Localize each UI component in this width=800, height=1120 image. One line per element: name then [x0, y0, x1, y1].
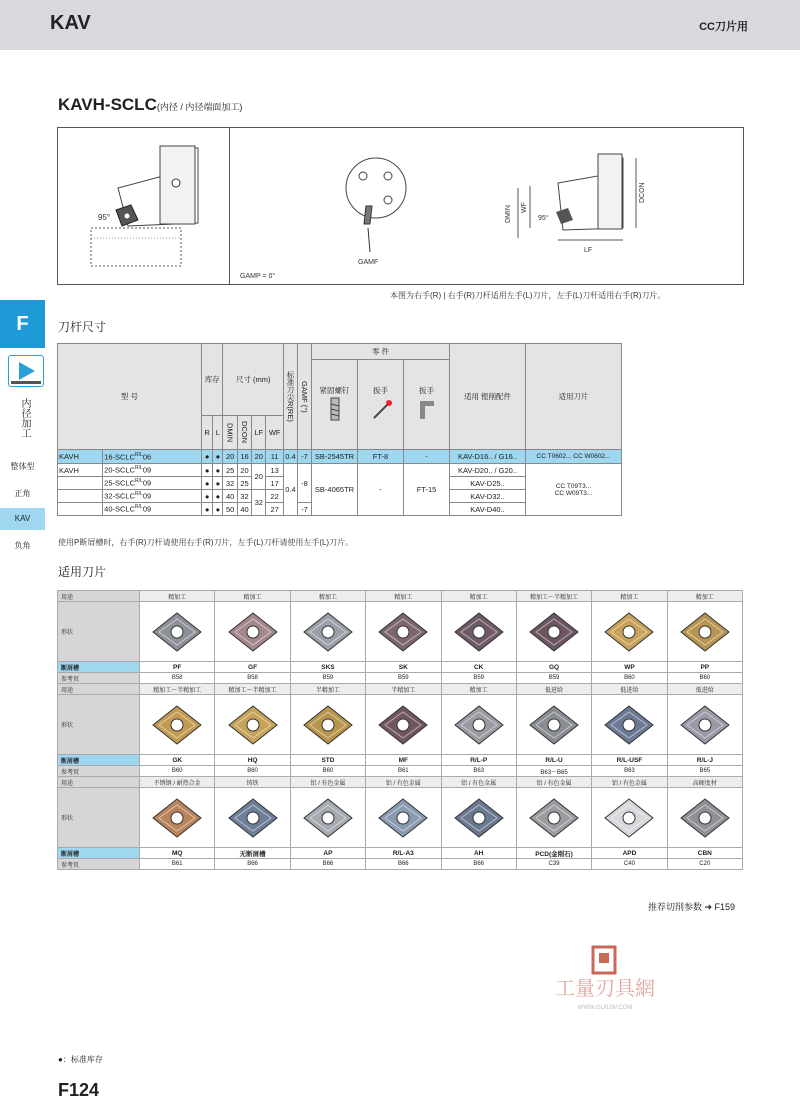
- row-label: 参考页: [58, 859, 140, 870]
- col-screw: [312, 360, 358, 450]
- insert-cell: [441, 788, 516, 848]
- wrench-t-icon: [368, 396, 394, 422]
- table-row: [58, 755, 743, 766]
- page-header: [0, 0, 800, 50]
- insert-cell: [140, 788, 215, 848]
- insert-ref-page: C40: [592, 859, 667, 870]
- insert-use: 铝 / 有色金属: [366, 777, 441, 788]
- insert-chipbreaker: MF: [366, 755, 441, 766]
- cell-r: ●: [201, 450, 212, 464]
- insert-ref-page: B66: [290, 859, 365, 870]
- insert-ref-page: B58: [215, 673, 290, 684]
- cell-lf: 32: [252, 490, 266, 516]
- insert-section-title: 适用刀片: [58, 565, 107, 579]
- insert-table: [57, 590, 743, 870]
- row-label: 形状: [58, 695, 140, 755]
- insert-chipbreaker: R/L-U: [516, 755, 591, 766]
- product-title: [58, 95, 242, 115]
- col-stock: 库存: [201, 344, 223, 416]
- watermark-url: WWW.GLRJW.COM: [577, 1005, 633, 1011]
- insert-ref-page: B61: [366, 766, 441, 777]
- insert-icon: [677, 795, 733, 841]
- col-sleeve: 适用 镗削配件: [450, 344, 526, 450]
- gamf-label: GAMF: [358, 259, 379, 266]
- insert-icon: [375, 702, 431, 748]
- insert-cell: [516, 602, 591, 662]
- insert-icon: [451, 702, 507, 748]
- insert-chipbreaker: APD: [592, 848, 667, 859]
- insert-ref-page: B60: [215, 766, 290, 777]
- table-row: [58, 591, 743, 602]
- cell-wf: 17: [266, 477, 284, 490]
- insert-icon: [677, 702, 733, 748]
- cell-wrench2: -: [404, 450, 450, 464]
- row-label: 参考页: [58, 673, 140, 684]
- insert-cell: [290, 602, 365, 662]
- watermark-title: 工量刃具網: [555, 976, 655, 1000]
- end-view-circle: [346, 158, 406, 218]
- table-row: [58, 450, 622, 464]
- insert-icon: [601, 609, 657, 655]
- cell-dcon: 16: [237, 450, 251, 464]
- holder-shank-right: [598, 154, 622, 229]
- insert-ref-page: B60: [290, 766, 365, 777]
- angle-95-left: 95°: [98, 213, 111, 222]
- cell-series: [58, 490, 103, 503]
- insert-chipbreaker: HQ: [215, 755, 290, 766]
- stock-legend: ●：标准库存: [58, 1055, 103, 1064]
- col-wrench2: [404, 360, 450, 450]
- insert-chipbreaker: AP: [290, 848, 365, 859]
- cell-dcon: 25: [237, 477, 251, 490]
- cell-series: [58, 477, 103, 490]
- side-nav-negative[interactable]: 负角: [14, 541, 31, 550]
- cell-sleeve: KAV-D25..: [450, 477, 526, 490]
- insert-ref-page: B63: [441, 766, 516, 777]
- product-subtitle: (内径 / 内径端面加工): [156, 102, 243, 112]
- cell-r: ●: [201, 477, 212, 490]
- row-label: 形状: [58, 788, 140, 848]
- insert-cell: [140, 602, 215, 662]
- cell-series: KAVH: [58, 450, 103, 464]
- holder-table: [57, 343, 622, 516]
- table-row: [58, 788, 743, 848]
- cell-dmin: 25: [223, 464, 237, 477]
- insert-cell: [441, 602, 516, 662]
- insert-cell: [441, 695, 516, 755]
- cell-dmin: 32: [223, 477, 237, 490]
- insert-use: 精加工: [290, 591, 365, 602]
- cell-lf: 20: [252, 450, 266, 464]
- insert-chipbreaker: R/L-A3: [366, 848, 441, 859]
- cell-wrench1: -: [358, 464, 404, 516]
- insert-cell: [290, 788, 365, 848]
- col-lf: LF: [252, 416, 266, 450]
- table-row: [58, 859, 743, 870]
- cell-dcon: 32: [237, 490, 251, 503]
- col-wf: WF: [266, 416, 284, 450]
- cell-l: ●: [213, 464, 223, 477]
- insert-chipbreaker: PF: [140, 662, 215, 673]
- cell-wrench1: FT-8: [358, 450, 404, 464]
- cell-series: [58, 503, 103, 516]
- cell-l: ●: [213, 450, 223, 464]
- holder-footnote: 使用P断屑槽时，右手(R)刀杆请使用右手(R)刀片，左手(L)刀杆请使用左手(L)刀片。: [58, 538, 354, 547]
- header-category: CC刀片用: [699, 21, 748, 33]
- insert-cell: [667, 788, 742, 848]
- cell-wf: 13: [266, 464, 284, 477]
- cell-screw: SB-2545TR: [312, 450, 358, 464]
- insert-chipbreaker: SK: [366, 662, 441, 673]
- insert-chipbreaker: GK: [140, 755, 215, 766]
- cell-insert: CC T0602... CC W0602...: [526, 450, 622, 464]
- insert-icon: [601, 702, 657, 748]
- page-number: F124: [58, 1080, 100, 1100]
- insert-ref-page: B60: [667, 673, 742, 684]
- insert-ref-page: B66: [215, 859, 290, 870]
- insert-icon: [225, 609, 281, 655]
- cell-r: ●: [201, 464, 212, 477]
- insert-cell: [592, 695, 667, 755]
- insert-use: 铝 / 有色金属: [592, 777, 667, 788]
- insert-chipbreaker: WP: [592, 662, 667, 673]
- cell-re: 0.4: [284, 450, 298, 464]
- cell-gamf: -7: [298, 450, 312, 464]
- table-row: [58, 673, 743, 684]
- insert-ref-page: C20: [667, 859, 742, 870]
- insert-cell: [366, 602, 441, 662]
- insert-use: 精加工: [592, 591, 667, 602]
- insert-use: 精加工: [215, 591, 290, 602]
- insert-use: 低进给: [667, 684, 742, 695]
- insert-chipbreaker: CK: [441, 662, 516, 673]
- side-nav-kav[interactable]: KAV: [0, 508, 45, 530]
- insert-icon: [375, 609, 431, 655]
- screw-icon: [326, 396, 344, 422]
- insert-use: 半精加工: [366, 684, 441, 695]
- row-label: 用途: [58, 684, 140, 695]
- end-view-hole-3: [384, 196, 392, 204]
- drawing-svg: [58, 128, 743, 284]
- insert-icon: [149, 609, 205, 655]
- insert-ref-page: B66: [366, 859, 441, 870]
- insert-cell: [516, 788, 591, 848]
- cell-re: 0.4: [284, 464, 298, 516]
- workpiece-shape: [91, 228, 181, 266]
- cell-l: ●: [213, 503, 223, 516]
- col-screw-label: 紧固螺钉: [319, 386, 350, 395]
- cell-model: $25-SCLC^{R/L}09$: [103, 477, 202, 490]
- table-row: [58, 766, 743, 777]
- col-re: 标准刀尖R(RE): [284, 344, 298, 450]
- insert-use: 精加工: [667, 591, 742, 602]
- gamf-line: [368, 228, 370, 252]
- col-insert: 适用刀片: [526, 344, 622, 450]
- insert-ref-page: C39: [516, 859, 591, 870]
- angle-95-right: 95°: [538, 215, 549, 222]
- side-nav-integral[interactable]: 整体型: [10, 462, 35, 471]
- col-r: R: [201, 416, 212, 450]
- insert-cell: [592, 602, 667, 662]
- insert-cell: [592, 788, 667, 848]
- insert-use: 铸铁: [215, 777, 290, 788]
- screw-left: [172, 179, 180, 187]
- lf-label: LF: [584, 247, 593, 254]
- insert-ref-page: B59: [441, 673, 516, 684]
- product-name: KAVH-SCLC: [58, 95, 157, 114]
- holder-section-title: 刀杆尺寸: [58, 320, 107, 334]
- cell-lf: 20: [252, 464, 266, 490]
- insert-ref-page: B65: [667, 766, 742, 777]
- insert-chipbreaker: PP: [667, 662, 742, 673]
- cell-dmin: 40: [223, 490, 237, 503]
- col-wrench2-label: 扳手: [419, 386, 434, 395]
- dmin-label: DMIN: [505, 205, 512, 223]
- gamp-label: GAMP = 0°: [240, 273, 276, 280]
- insert-icon: [149, 702, 205, 748]
- insert-hole-left: [125, 214, 130, 219]
- cell-insert: CC T09T3... CC W09T3...: [526, 464, 622, 516]
- cell-dmin: 20: [223, 450, 237, 464]
- end-view-insert: [364, 206, 372, 224]
- insert-icon: [451, 795, 507, 841]
- insert-chipbreaker: CBN: [667, 848, 742, 859]
- insert-chipbreaker: AH: [441, 848, 516, 859]
- insert-cell: [366, 788, 441, 848]
- wf-label: WF: [521, 202, 528, 213]
- watermark-logo: [535, 945, 675, 1015]
- col-dmin: DMIN: [223, 416, 237, 450]
- side-nav-positive[interactable]: 正角: [14, 489, 31, 498]
- insert-chipbreaker: STD: [290, 755, 365, 766]
- insert-icon: [149, 795, 205, 841]
- table-row: [58, 602, 743, 662]
- cell-model: $40-SCLC^{R/L}09$: [103, 503, 202, 516]
- technical-drawing: [57, 127, 744, 285]
- insert-icon: [526, 795, 582, 841]
- hand-note: 本图为右手(R) | 右手(R)刀杆适用左手(L)刀片，左手(L)刀杆适用右手(R)刀片。: [390, 291, 666, 300]
- insert-icon: [601, 795, 657, 841]
- cell-gamf: -8: [298, 464, 312, 503]
- side-vertical-label: 内径加工: [19, 398, 30, 438]
- cell-dmin: 50: [223, 503, 237, 516]
- cell-wrench2: FT-15: [404, 464, 450, 516]
- col-gamf: GAMF (°): [298, 344, 312, 450]
- insert-use: 铝 / 有色金属: [290, 777, 365, 788]
- insert-cell: [667, 695, 742, 755]
- insert-chipbreaker: GF: [215, 662, 290, 673]
- cell-sleeve: KAV-D40..: [450, 503, 526, 516]
- col-dcon: DCON: [237, 416, 251, 450]
- insert-cell: [667, 602, 742, 662]
- insert-cell: [215, 602, 290, 662]
- header-title: KAV: [50, 12, 91, 34]
- insert-use: 精加工: [441, 591, 516, 602]
- insert-icon: [451, 609, 507, 655]
- insert-icon: [225, 702, 281, 748]
- insert-chipbreaker: SKS: [290, 662, 365, 673]
- col-parts: 零 件: [312, 344, 450, 360]
- insert-ref-page: B60: [140, 766, 215, 777]
- table-row: [58, 695, 743, 755]
- insert-use: 精加工～半精加工: [516, 591, 591, 602]
- cell-l: ●: [213, 490, 223, 503]
- cell-r: ●: [201, 490, 212, 503]
- row-label: 参考页: [58, 766, 140, 777]
- insert-chipbreaker: PCD(金刚石): [516, 848, 591, 859]
- insert-cell: [516, 695, 591, 755]
- insert-ref-page: B63: [592, 766, 667, 777]
- insert-ref-page: B59: [290, 673, 365, 684]
- table-row: [58, 777, 743, 788]
- cell-wf: 27: [266, 503, 284, 516]
- insert-icon: [300, 609, 356, 655]
- insert-icon: [526, 702, 582, 748]
- insert-icon: [300, 795, 356, 841]
- insert-ref-page: B60: [592, 673, 667, 684]
- insert-use: 精加工: [140, 591, 215, 602]
- insert-ref-page: B58: [140, 673, 215, 684]
- insert-icon: [225, 795, 281, 841]
- insert-chipbreaker: R/L-USF: [592, 755, 667, 766]
- insert-icon: [526, 609, 582, 655]
- cell-model: $16-SCLC^{R/L}06$: [103, 450, 202, 464]
- insert-cell: [290, 695, 365, 755]
- insert-ref-page: B59: [366, 673, 441, 684]
- cell-gamf: -7: [298, 503, 312, 516]
- boring-icon: [8, 355, 44, 387]
- insert-use: 精加工～半精加工: [140, 684, 215, 695]
- insert-use: 精加工: [366, 591, 441, 602]
- insert-ref-page: B63～B65: [516, 766, 591, 777]
- insert-ref-page: B59: [516, 673, 591, 684]
- table-row: [58, 662, 743, 673]
- cell-l: ●: [213, 477, 223, 490]
- cutting-params-link[interactable]: 推荐切削参数 ➜ F159: [648, 902, 736, 912]
- insert-cell: [215, 788, 290, 848]
- col-dimensions: 尺寸 (mm): [223, 344, 284, 416]
- row-label: 用途: [58, 591, 140, 602]
- insert-chipbreaker: R/L-J: [667, 755, 742, 766]
- insert-use: 精加工～半精加工: [215, 684, 290, 695]
- insert-cell: [215, 695, 290, 755]
- insert-chipbreaker: GQ: [516, 662, 591, 673]
- cell-r: ●: [201, 503, 212, 516]
- col-l: L: [213, 416, 223, 450]
- insert-cell: [366, 695, 441, 755]
- row-label: 形状: [58, 602, 140, 662]
- insert-chipbreaker: MQ: [140, 848, 215, 859]
- insert-use: 低进给: [592, 684, 667, 695]
- table-row: [58, 848, 743, 859]
- insert-use: 半精加工: [290, 684, 365, 695]
- cell-series: KAVH: [58, 464, 103, 477]
- insert-ref-page: B66: [441, 859, 516, 870]
- col-model: 型 号: [58, 344, 202, 450]
- insert-use: 高硬度材: [667, 777, 742, 788]
- row-label: 断屑槽: [58, 848, 140, 859]
- insert-icon: [300, 702, 356, 748]
- wrench-l-icon: [414, 396, 440, 422]
- dcon-label: DCON: [639, 182, 646, 203]
- insert-chipbreaker: 无断屑槽: [215, 848, 290, 859]
- insert-use: 铝 / 有色金属: [516, 777, 591, 788]
- end-view-hole: [359, 172, 367, 180]
- cell-wf: 22: [266, 490, 284, 503]
- insert-use: 精加工: [441, 684, 516, 695]
- insert-use: 低进给: [516, 684, 591, 695]
- insert-chipbreaker: R/L-P: [441, 755, 516, 766]
- col-wrench1: [358, 360, 404, 450]
- cell-wf: 11: [266, 450, 284, 464]
- insert-use: 不锈钢 / 耐热合金: [140, 777, 215, 788]
- insert-use: 铝 / 有色金属: [441, 777, 516, 788]
- table-row: [58, 684, 743, 695]
- cell-screw: SB-4065TR: [312, 464, 358, 516]
- col-wrench1-label: 扳手: [373, 386, 388, 395]
- cell-model: $20-SCLC^{R/L}09$: [103, 464, 202, 477]
- end-view-hole-2: [384, 172, 392, 180]
- cell-sleeve: KAV-D16.. / G16..: [450, 450, 526, 464]
- section-tab[interactable]: F: [0, 300, 45, 348]
- insert-cell: [140, 695, 215, 755]
- insert-icon: [375, 795, 431, 841]
- cell-dcon: 20: [237, 464, 251, 477]
- cell-sleeve: KAV-D32..: [450, 490, 526, 503]
- insert-icon: [677, 609, 733, 655]
- row-label: 用途: [58, 777, 140, 788]
- cell-dcon: 40: [237, 503, 251, 516]
- row-label: 断屑槽: [58, 662, 140, 673]
- cell-model: $32-SCLC^{R/L}09$: [103, 490, 202, 503]
- insert-ref-page: B61: [140, 859, 215, 870]
- cell-sleeve: KAV-D20.. / G20..: [450, 464, 526, 477]
- row-label: 断屑槽: [58, 755, 140, 766]
- table-row: [58, 464, 622, 477]
